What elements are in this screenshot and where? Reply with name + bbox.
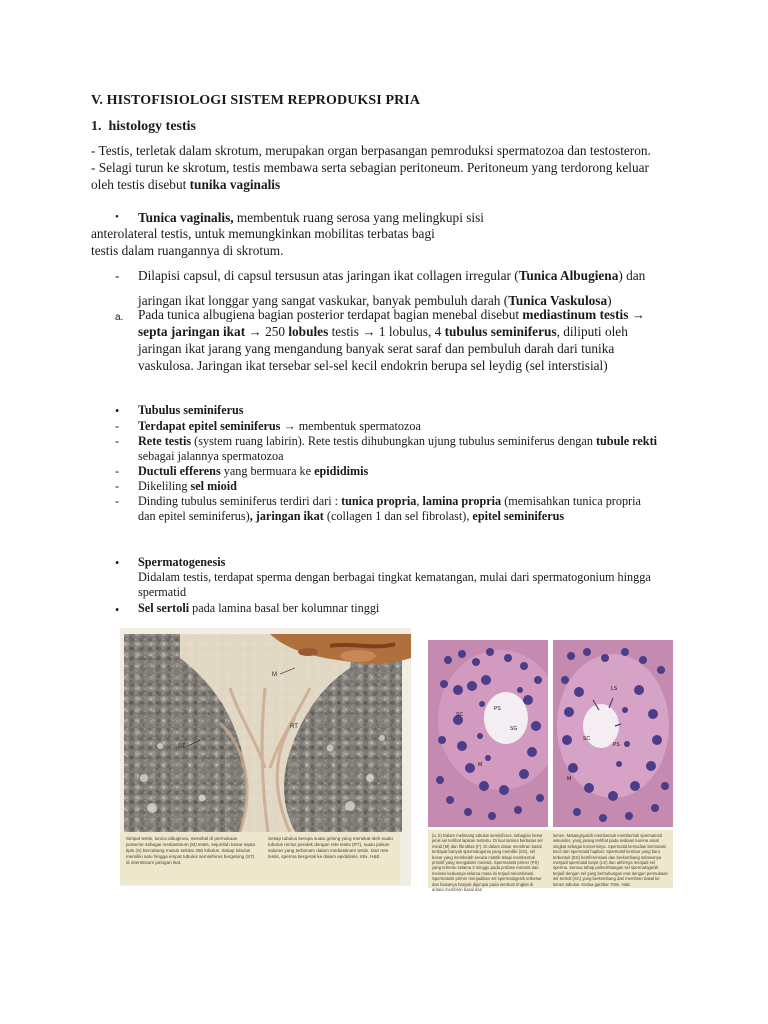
label-m-b: M — [567, 776, 572, 782]
tubulus-item-4: Dikeliling sel mioid — [138, 479, 237, 493]
bullet-icon: • — [115, 556, 120, 570]
caption-left-col-1: Simpul testis, tunica albuginea, menebal di permukaan posterior sebagai mediastinum (M) testis, sejumlah besar septa tipis (S) bercabang masuk sekitar 250 lobulus. Setiap lobulus memiliki satu hingga empat tubulus seminiferus bergelung (ST) di interstisium jaringan ikat. — [126, 836, 255, 865]
tubulus-item-1: Terdapat epitel seminiferus → membentuk spermatozoa — [138, 419, 421, 433]
mediastinum-paragraph: Pada tunica albugiena bagian posterior terdapat bagian menebal disebut mediastinum testis → septa jaringan ikat → 250 lobules testis → 1 lobulus, 4 tubulus seminiferus, diliputi oleh jaringan ikat jarang yang mengandung banyak serat saraf dan pembuluh darah dari tunika vaskulosa. Jaringan ikat tersebar sel-sel kecil endokrin berupa sel leydig (sel interstisial) — [138, 307, 646, 373]
sertoli-line: Sel sertoli pada lamina basal ber kolumnar tinggi — [138, 601, 380, 615]
intro-paragraph — [91, 142, 651, 193]
tubulus-bullet-icon: • — [115, 404, 120, 418]
label-sc-a: SC — [456, 712, 463, 718]
histology-figure-right-a — [428, 640, 548, 827]
label-ps-a: PS — [494, 706, 501, 712]
label-ls-b: LS — [611, 686, 618, 692]
label-m: M — [272, 672, 277, 678]
label-rt: RT — [290, 724, 298, 730]
list-marker-a: a. — [115, 312, 124, 323]
label-ps-b: PS — [613, 742, 620, 748]
label-m-a: M — [478, 762, 483, 768]
label-sg-a: SG — [510, 726, 518, 732]
intro-line-2: - Selagi turun ke skrotum, testis membawa serta sebagian peritoneum. Peritoneum yang terdorong keluar — [91, 160, 649, 175]
dash-marker: - — [115, 268, 120, 283]
label-st: ST — [178, 744, 186, 750]
caption-left — [120, 832, 400, 884]
section-number: 1. — [91, 119, 102, 134]
tubulus-heading: Tubulus seminiferus — [138, 403, 244, 417]
bullet-icon: • — [115, 603, 120, 617]
dash-marker: - — [115, 464, 120, 478]
tubulus-item-2: Rete testis (system ruang labirin). Rete testis dihubungkan ujung tubulus seminiferus dengan tubule rekti sebagai jalannya spermatozoa — [138, 434, 658, 463]
tubulus-item-5: Dinding tubulus seminiferus terdiri dari : tunica propria, lamina propria (memisahkan tunica propria dan epitel seminiferus), jaringan ikat (collagen 1 dan sel fibrolast), epitel seminiferus — [138, 494, 641, 523]
tubulus-item-3: Ductuli efferens yang bermuara ke epididimis — [138, 464, 369, 478]
he-panel-a-image — [428, 640, 548, 827]
tv-continuation: anterolateral testis, untuk memungkinkan mobilitas terbatas bagi testis dalam ruangannya di skrotum. — [91, 226, 435, 258]
tv-line-1: Tunica vaginalis, membentuk ruang serosa yang melingkupi sisi — [138, 210, 484, 225]
dash-marker: - — [115, 419, 120, 433]
dash-marker: - — [115, 479, 120, 493]
caption-left-col-2: Setiap tubulus berupa suatu gelung yang menekat oleh suatu tubulus rectus pendek dengan rete testis (RT), suatu jalinan saluran yang terbenam dalam mediastinum testis. Dari rete testis, sperma bergerak ke dalam epididimis. 60x. H&E. — [268, 836, 393, 859]
caption-right-col-1: (a, b) Dalam melintang tubulus seminiferus, sebagian besar jenis sel terlihat lapisan tertentu. Di luar lamina berbatas sel mioid (M) dan fibroblas (F). Di dalam dasar membran basal terdapat banyak spermatogonia yang memiliki (SG), sel besar yang membelah secara mitotik tetapi membentuk primitif yang mengalami meiosis. Spermatosit primer (PS) yang tertentu selama 3 minggu pada profase meiosis dan meiosis keduanya selama masa ini terjadi rekombinasi. Spermatosit primer menjadikan sel spermatogenik terbesar dan biasanya banyak dijumpai pada sentrum tingkat di antara membran basal dan — [432, 833, 543, 893]
spermatogenesis-block: Spermatogenesis Didalam testis, terdapat sperma dengan berbagai tingkat kematangan, mulai dari spermatogonium hingga spermatid — [138, 555, 651, 599]
label-sc-b: SC — [583, 736, 590, 742]
section-heading — [91, 119, 196, 135]
caption-right — [428, 830, 673, 893]
capsul-line-2: jaringan ikat longgar yang sangat vaskukar, banyak pembuluh darah (Tunica Vaskulosa) — [138, 293, 612, 308]
section-title: histology testis — [108, 119, 196, 134]
tunika-vaginalis-term: tunika vaginalis — [189, 177, 281, 192]
capsul-line-1: Dilapisi capsul, di capsul tersusun atas jaringan ikat collagen irregular (Tunica Albugiena) dan — [138, 268, 646, 283]
page-title: V. HISTOFISIOLOGI SISTEM REPRODUKSI PRIA — [91, 93, 421, 108]
intro-line-1: - Testis, terletak dalam skrotum, merupakan organ berpasangan pemroduksi spermatozoa dan testosteron. — [91, 143, 651, 158]
he-panel-b-image — [553, 640, 673, 827]
dash-marker: - — [115, 494, 120, 508]
intro-line-3: oleh testis disebut tunika vaginalis — [91, 177, 281, 192]
histology-figure-right-b — [553, 640, 673, 827]
caption-right-col-2: lumen. Matangnyalah membentuk membentuk spermatosit sekunder, yang jarang terlihat pada sediaan karena amat singkat sebagai konversinya. Spermatid kemudian bermutasi kecil dan spermatid haploid. Spermatid kembar yang baru terbentuk (ES) bertiferensiasi dan berkembang selamanya menjadi spermatid lanjut (LS) dan akhirnya menjadi sel sperma. Semua tahap perkembangan sel spermatogenik terjadi dengan sel yang berhubungan erat dengan permukaan sel Sertoli (SC) yang berkembang dari membran basal ke lumen tubulus. Kedua gambar 750x. H&E. — [553, 833, 668, 887]
bullet-icon: • — [115, 211, 119, 223]
dash-marker: - — [115, 434, 120, 448]
